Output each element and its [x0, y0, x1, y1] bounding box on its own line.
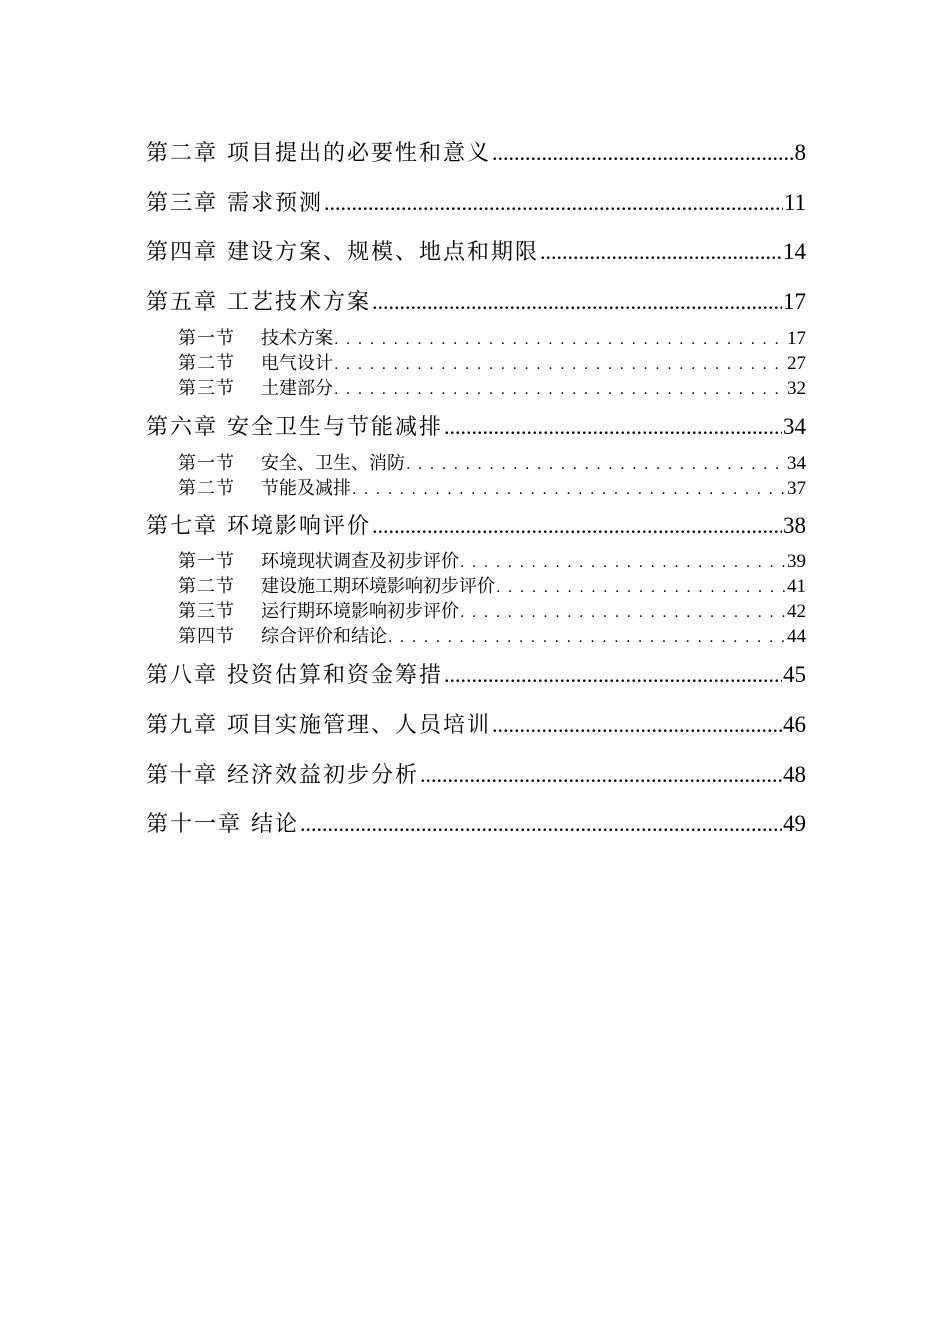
- page-number: 41: [787, 576, 806, 597]
- page-number: 38: [783, 513, 806, 538]
- toc-chapter-4[interactable]: [146, 235, 806, 266]
- section-number: 第三节: [178, 601, 235, 622]
- chapter-number: 第五章: [146, 290, 219, 315]
- dot-leader: [388, 626, 786, 647]
- chapter-title: 投资估算和资金筹措: [227, 663, 444, 688]
- page-number: 37: [787, 478, 806, 499]
- section-number: 第一节: [178, 551, 235, 572]
- page-number: 49: [783, 811, 806, 836]
- toc-section-7-3[interactable]: [178, 597, 806, 623]
- section-title: 土建部分: [261, 378, 333, 399]
- chapter-title: 需求预测: [227, 191, 324, 216]
- chapter-number: 第三章: [146, 191, 219, 216]
- chapter-title: 项目实施管理、人员培训: [227, 713, 492, 738]
- section-number: 第一节: [178, 453, 235, 474]
- dot-leader: [492, 712, 782, 738]
- dot-leader: [460, 551, 786, 572]
- chapter-title: 环境影响评价: [227, 514, 372, 539]
- section-title: 电气设计: [261, 353, 333, 374]
- toc-chapter-11[interactable]: [146, 807, 806, 838]
- dot-leader: [324, 190, 783, 216]
- chapter-number: 第十章: [146, 763, 219, 788]
- section-title: 综合评价和结论: [261, 626, 387, 647]
- dot-leader: [444, 414, 782, 440]
- chapter-title: 建设方案、规模、地点和期限: [227, 240, 540, 265]
- toc-section-6-1[interactable]: [178, 449, 806, 475]
- dot-leader: [334, 353, 786, 374]
- chapter-title: 项目提出的必要性和意义: [227, 141, 492, 166]
- page-number: 34: [787, 453, 806, 474]
- toc-section-5-3[interactable]: [178, 374, 806, 400]
- chapter-number: 第四章: [146, 240, 219, 265]
- dot-leader: [334, 378, 786, 399]
- page-number: 27: [787, 353, 806, 374]
- toc-chapter-10[interactable]: [146, 758, 806, 789]
- page-number: 44: [787, 626, 806, 647]
- dot-leader: [496, 576, 786, 597]
- section-number: 第一节: [178, 328, 235, 349]
- toc-chapter-2[interactable]: [146, 136, 806, 167]
- dot-leader: [372, 289, 782, 315]
- chapter-title: 经济效益初步分析: [227, 763, 420, 788]
- section-number: 第二节: [178, 353, 235, 374]
- toc-section-7-1[interactable]: [178, 547, 806, 573]
- dot-leader: [444, 662, 782, 688]
- toc-chapter-5[interactable]: [146, 285, 806, 316]
- page-number: 39: [787, 551, 806, 572]
- chapter-title: 工艺技术方案: [227, 290, 372, 315]
- toc-chapter-9[interactable]: [146, 708, 806, 739]
- toc-section-5-2[interactable]: [178, 349, 806, 375]
- page-number: 11: [783, 190, 806, 215]
- page-number: 34: [783, 414, 806, 439]
- section-title: 技术方案: [261, 328, 333, 349]
- section-title: 运行期环境影响初步评价: [261, 601, 459, 622]
- chapter-number: 第九章: [146, 713, 219, 738]
- chapter-number: 第八章: [146, 663, 219, 688]
- page-number: 17: [783, 289, 806, 314]
- dot-leader: [420, 762, 782, 788]
- section-number: 第二节: [178, 576, 235, 597]
- toc-section-5-1[interactable]: [178, 324, 806, 350]
- dot-leader: [540, 239, 782, 265]
- section-title: 安全、卫生、消防: [261, 453, 405, 474]
- page-number: 48: [783, 762, 806, 787]
- toc-chapter-3[interactable]: [146, 186, 806, 217]
- chapter-number: 第十一章: [146, 812, 243, 837]
- toc-section-7-2[interactable]: [178, 572, 806, 598]
- dot-leader: [300, 811, 782, 837]
- page-number: 45: [783, 662, 806, 687]
- toc-chapter-7[interactable]: [146, 509, 806, 540]
- dot-leader: [352, 478, 786, 499]
- page-number: 42: [787, 601, 806, 622]
- section-title: 环境现状调查及初步评价: [261, 551, 459, 572]
- toc-section-7-4[interactable]: [178, 622, 806, 648]
- chapter-number: 第二章: [146, 141, 219, 166]
- dot-leader: [406, 453, 786, 474]
- dot-leader: [492, 140, 793, 166]
- section-title: 建设施工期环境影响初步评价: [261, 576, 495, 597]
- dot-leader: [372, 513, 782, 539]
- page-number: 14: [783, 239, 806, 264]
- section-title: 节能及减排: [261, 478, 351, 499]
- page-number: 17: [787, 328, 806, 349]
- section-number: 第三节: [178, 378, 235, 399]
- page-number: 32: [787, 378, 806, 399]
- toc-chapter-8[interactable]: [146, 658, 806, 689]
- dot-leader: [460, 601, 786, 622]
- chapter-number: 第七章: [146, 514, 219, 539]
- toc-chapter-6[interactable]: [146, 410, 806, 441]
- section-number: 第二节: [178, 478, 235, 499]
- page-number: 46: [783, 712, 806, 737]
- chapter-title: 结论: [251, 812, 300, 837]
- chapter-title: 安全卫生与节能减排: [227, 415, 444, 440]
- toc-section-6-2[interactable]: [178, 474, 806, 500]
- chapter-number: 第六章: [146, 415, 219, 440]
- page-number: 8: [794, 140, 806, 165]
- section-number: 第四节: [178, 626, 235, 647]
- dot-leader: [334, 328, 786, 349]
